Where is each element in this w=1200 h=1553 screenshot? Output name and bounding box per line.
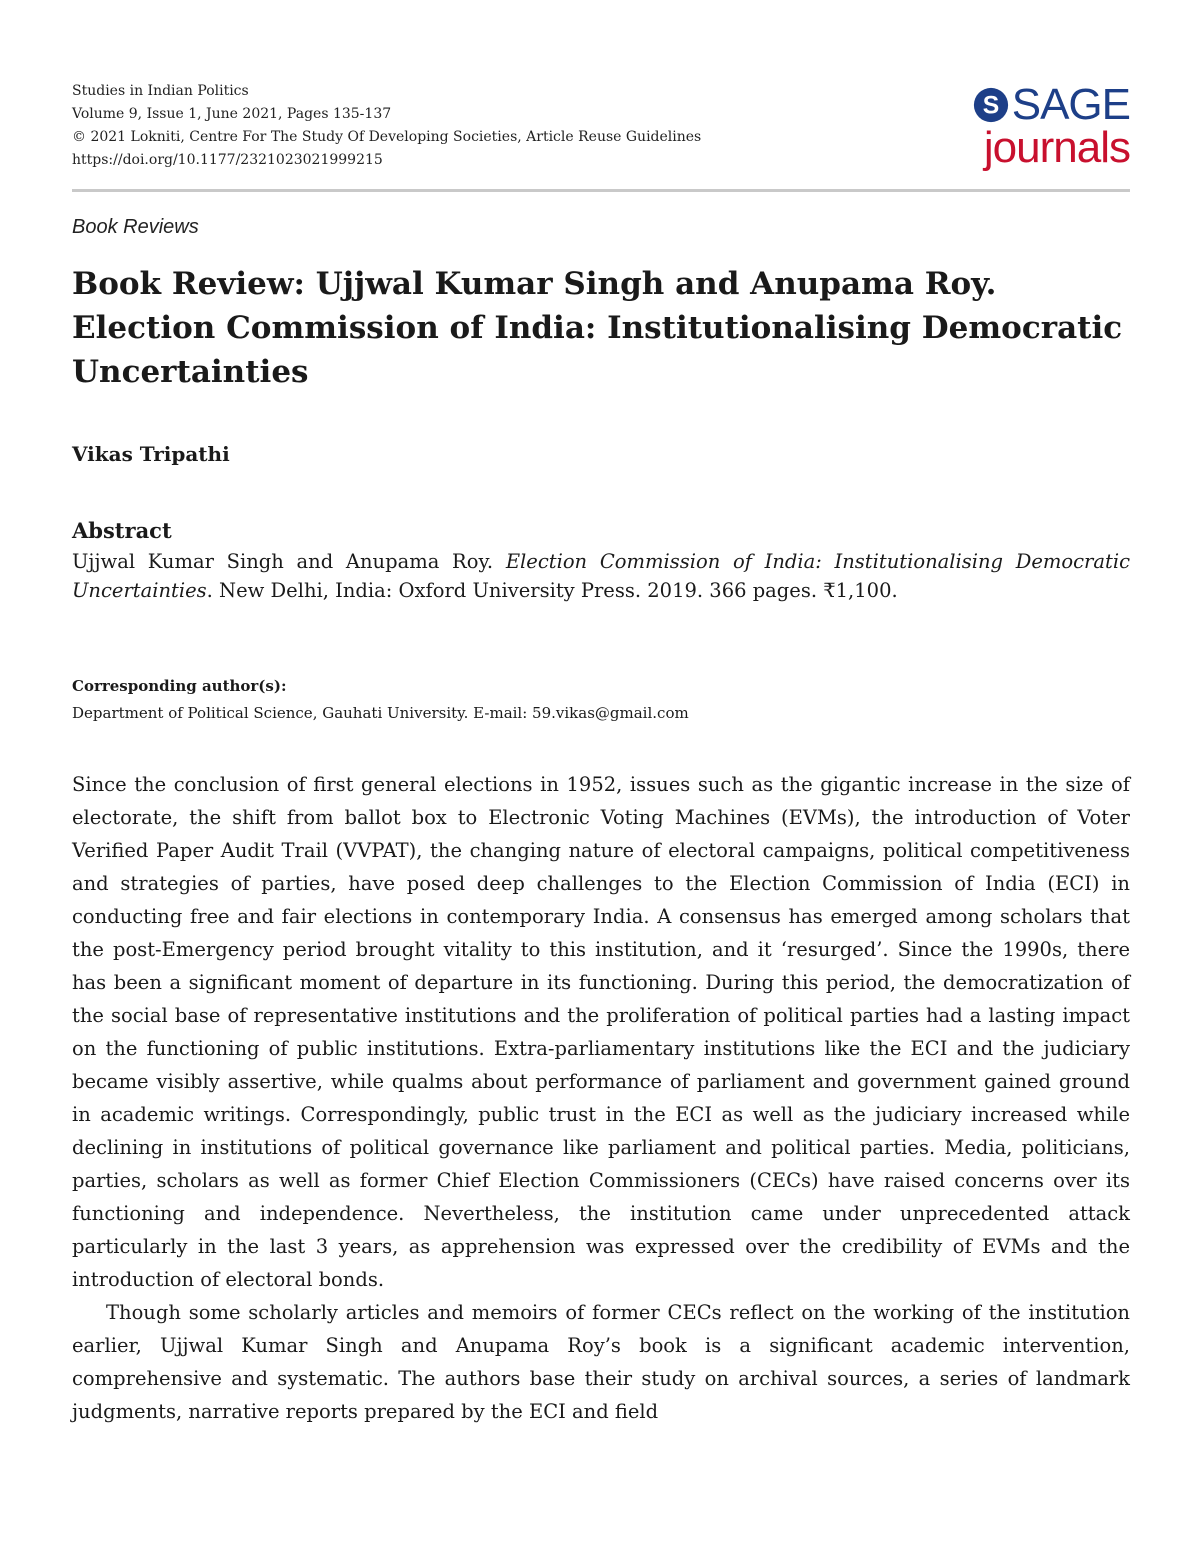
sage-emblem-icon [972, 86, 1010, 124]
header-divider [72, 189, 1130, 192]
doi-link[interactable]: https://doi.org/10.1177/2321023021999215 [72, 152, 383, 168]
article-title: Book Review: Ujjwal Kumar Singh and Anupama Roy. Election Commission of India: Institutionalising Democratic Uncertainties [72, 266, 1123, 390]
volume-info: Volume 9, Issue 1, June 2021, Pages 135-137 [72, 106, 392, 122]
abstract-heading: Abstract [72, 518, 172, 543]
article-body [72, 768, 1130, 1428]
body-paragraph-2: Though some scholarly articles and memoirs of former CECs reflect on the working of the institution earlier, Ujjwal Kumar Singh and Anupama Roy’s book is a significant academic intervention, comprehensive and systematic. The authors base their study on archival sources, a series of landmark judgments, narrative reports prepared by the ECI and field [72, 1301, 1130, 1423]
abstract-publication-info: . New Delhi, India: Oxford University Press. 2019. 366 pages. ₹1,100. [206, 579, 898, 602]
abstract-text [72, 547, 1130, 605]
logo-brand-text: SAGE [1011, 80, 1130, 129]
corresponding-author-details: Department of Political Science, Gauhati University. E-mail: 59.vikas@gmail.com [72, 704, 689, 722]
logo-sub-text: journals [983, 123, 1130, 172]
copyright-line[interactable]: © 2021 Lokniti, Centre For The Study Of Developing Societies, Article Reuse Guidelines [72, 129, 702, 145]
svg-text:S: S [982, 92, 999, 120]
citation-block [72, 80, 701, 172]
section-label: Book Reviews [72, 216, 199, 238]
body-paragraph-1: Since the conclusion of first general elections in 1952, issues such as the gigantic increase in the size of electorate, the shift from ballot box to Electronic Voting Machines (EVMs), the introduction of Voter Verified Paper Audit Trail (VVPAT), the changing nature of electoral campaigns, political competitiveness and strategies of parties, have posed deep challenges to the Election Commission of India (ECI) in conducting free and fair elections in contemporary India. A consensus has emerged among scholars that the post-Emergency period brought vitality to this institution, and it ‘resurged’. Since the 1990s, there has been a significant moment of departure in its functioning. During this period, the democratization of the social base of representative institutions and the proliferation of political parties had a lasting impact on the functioning of public institutions. Extra-parliamentary institutions like the ECI and the judiciary became visibly assertive, while qualms about performance of parliament and government gained ground in academic writings. Correspondingly, public trust in the ECI as well as the judiciary increased while declining in institutions of political governance like parliament and political parties. Media, politicians, parties, scholars as well as former Chief Election Commissioners (CECs) have raised concerns over its functioning and independence. Nevertheless, the institution came under unprecedented attack particularly in the last 3 years, as apprehension was expressed over the credibility of EVMs and the introduction of electoral bonds. [72, 773, 1130, 1291]
corresponding-author-label: Corresponding author(s): [72, 677, 287, 695]
abstract-book-authors: Ujjwal Kumar Singh and Anupama Roy. [72, 550, 506, 573]
article-header [72, 80, 1130, 190]
author-name[interactable]: Vikas Tripathi [72, 442, 230, 466]
article-page [72, 0, 1130, 1553]
sage-journals-logo[interactable] [960, 82, 1130, 182]
abstract-book-title: Election Commission of India: Institutionalising Democratic Uncertainties [72, 550, 1130, 602]
journal-name[interactable]: Studies in Indian Politics [72, 83, 249, 99]
